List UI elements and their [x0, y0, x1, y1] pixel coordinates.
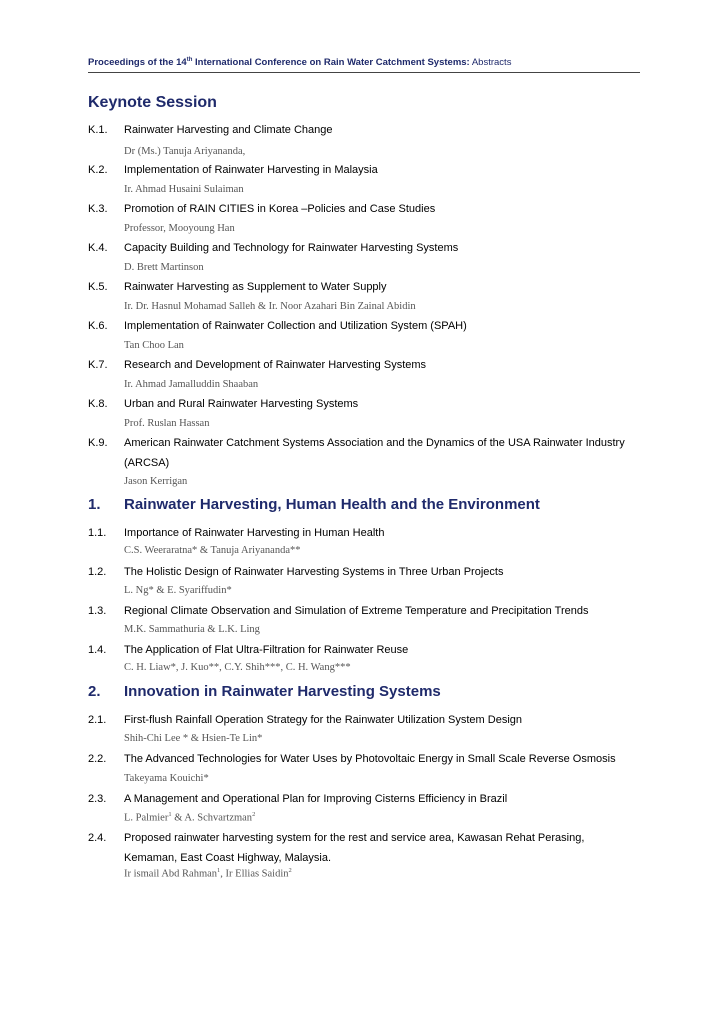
- entry-title: Proposed rainwater harvesting system for the rest and service area, Kawasan Rehat Perasing, Kemaman, East Coast Highway, Malaysia.: [124, 832, 585, 864]
- entry-number: 1.1.: [88, 527, 107, 539]
- entry-title: Capacity Building and Technology for Rainwater Harvesting Systems: [124, 242, 459, 254]
- entry-title: Urban and Rural Rainwater Harvesting Systems: [124, 398, 359, 410]
- entry-number: K.8.: [88, 398, 108, 410]
- entry-title: Research and Development of Rainwater Harvesting Systems: [124, 359, 427, 371]
- entry-number: K.4.: [88, 242, 108, 254]
- entry-number: 1.3.: [88, 605, 107, 617]
- entry-number: 2.1.: [88, 714, 107, 726]
- entry-number: 1.2.: [88, 566, 107, 578]
- entry-author: C.S. Weeraratna* & Tanuja Ariyananda**: [124, 545, 301, 556]
- entry-title: The Advanced Technologies for Water Uses by Photovoltaic Energy in Small Scale Reverse Osmosis: [124, 753, 616, 765]
- section-number: 2.: [88, 683, 101, 700]
- entry-title: A Management and Operational Plan for Improving Cisterns Efficiency in Brazil: [124, 793, 508, 805]
- header-superscript: th: [186, 56, 193, 63]
- entry-title: Promotion of RAIN CITIES in Korea –Policies and Case Studies: [124, 203, 436, 215]
- entry-author: Jason Kerrigan: [124, 476, 188, 487]
- author-name: , Ir Ellias Saidin: [220, 868, 289, 880]
- section-number: 1.: [88, 496, 101, 513]
- entry-author: C. H. Liaw*, J. Kuo**, C.Y. Shih***, C. H. Wang***: [124, 662, 351, 673]
- entry-title: Rainwater Harvesting and Climate Change: [124, 124, 333, 136]
- entry-number: 2.4.: [88, 832, 107, 844]
- author-name: L. Palmier: [124, 812, 169, 824]
- entry-number: 1.4.: [88, 644, 107, 656]
- entry-number: K.9.: [88, 437, 108, 449]
- entry-number: K.5.: [88, 281, 108, 293]
- entry-author: M.K. Sammathuria & L.K. Ling: [124, 624, 260, 635]
- entry-number: 2.3.: [88, 793, 107, 805]
- entry-title: Implementation of Rainwater Harvesting in Malaysia: [124, 164, 378, 176]
- entry-title: Importance of Rainwater Harvesting in Human Health: [124, 527, 385, 539]
- entry-title: The Holistic Design of Rainwater Harvesting Systems in Three Urban Projects: [124, 566, 504, 578]
- author-name: & A. Schvartzman: [171, 812, 253, 824]
- section-title: Innovation in Rainwater Harvesting Systems: [124, 683, 441, 700]
- entry-number: 2.2.: [88, 753, 107, 765]
- entry-title: First-flush Rainfall Operation Strategy for the Rainwater Utilization System Design: [124, 714, 522, 726]
- entry-title: The Application of Flat Ultra-Filtration for Rainwater Reuse: [124, 644, 409, 656]
- entry-author: Takeyama Kouichi*: [124, 773, 209, 784]
- entry-title: Implementation of Rainwater Collection and Utilization System (SPAH): [124, 320, 467, 332]
- entry-author: Professor, Mooyoung Han: [124, 223, 235, 234]
- running-header: [88, 54, 640, 73]
- entry-number: K.2.: [88, 164, 108, 176]
- header-title-rest: International Conference on Rain Water Catchment Systems:: [192, 57, 470, 68]
- entry-number: K.6.: [88, 320, 108, 332]
- entry-title: Regional Climate Observation and Simulation of Extreme Temperature and Precipitation Trends: [124, 605, 589, 617]
- entry-author: Ir. Ahmad Husaini Sulaiman: [124, 184, 244, 195]
- entry-number: K.3.: [88, 203, 108, 215]
- entry-author: Ir. Ahmad Jamalluddin Shaaban: [124, 379, 259, 390]
- entry-author: Dr (Ms.) Tanuja Ariyananda,: [124, 146, 246, 157]
- author-name: Ir ismail Abd Rahman: [124, 868, 218, 880]
- entry-title: Rainwater Harvesting as Supplement to Water Supply: [124, 281, 387, 293]
- entry-author: D. Brett Martinson: [124, 262, 204, 273]
- entry-author: Shih-Chi Lee * & Hsien-Te Lin*: [124, 733, 263, 744]
- section-title: Rainwater Harvesting, Human Health and the Environment: [124, 496, 540, 513]
- entry-number: K.7.: [88, 359, 108, 371]
- section-2-heading: [88, 683, 441, 700]
- entry-author: Tan Choo Lan: [124, 340, 184, 351]
- affiliation-mark: 1: [217, 867, 221, 874]
- entry-author: L. Ng* & E. Syariffudin*: [124, 585, 232, 596]
- affiliation-mark: 2: [288, 867, 292, 874]
- entry-author: Prof. Ruslan Hassan: [124, 418, 210, 429]
- keynote-heading: Keynote Session: [88, 94, 217, 111]
- affiliation-mark: 2: [252, 811, 256, 818]
- section-1-heading: [88, 496, 540, 513]
- entry-author: [124, 811, 255, 824]
- entry-author: [124, 867, 292, 880]
- header-title: Proceedings of the 14: [88, 57, 187, 68]
- entry-author: Ir. Dr. Hasnul Mohamad Salleh & Ir. Noor Azahari Bin Zainal Abidin: [124, 301, 416, 312]
- header-subtitle: Abstracts: [469, 57, 512, 68]
- entry-number: K.1.: [88, 124, 108, 136]
- affiliation-mark: 1: [168, 811, 172, 818]
- entry-title: American Rainwater Catchment Systems Association and the Dynamics of the USA Rainwater Industry (ARCSA): [124, 437, 625, 469]
